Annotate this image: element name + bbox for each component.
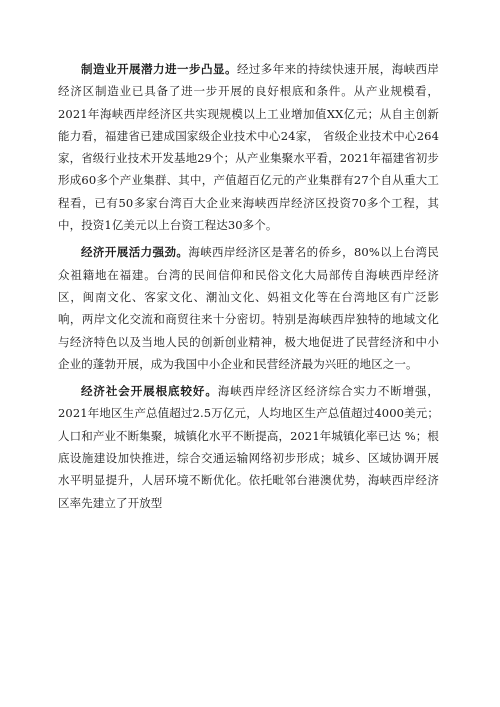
document-page (58, 58, 439, 519)
paragraph-heading: 经济社会开展根底较好。 (81, 384, 218, 399)
paragraph-body: 海峡西岸经济区是著名的侨乡，80%以上台湾民众祖籍地在福建。台湾的民间信仰和民俗文化大局部传自海峡西岸经济区，闽南文化、客家文化、潮汕文化、妈祖文化等在台湾地区有广泛影响，两岸文化交流和商贸往来十分密切。特别是海峡西岸独特的地域文化与经济特色以及当地人民的创新创业精神，极大地促进了民营经济和中小企业的蓬勃开展，成为我国中小企业和民营经济最为兴旺的地区之一。 (58, 245, 439, 371)
paragraph-heading: 经济开展活力强劲。 (81, 245, 189, 260)
paragraph-economic-vitality (58, 241, 439, 375)
paragraph-heading: 制造业开展潜力进一步凸显。 (81, 62, 237, 76)
paragraph-manufacturing (58, 58, 439, 236)
paragraph-body: 海峡西岸经济区经济综合实力不断增强，2021年地区生产总值超过2.5万亿元，人均地区生产总值超过4000美元；人口和产业不断集聚，城镇化水平不断提高，2021年城镇化率已达 %；根底设施建设加快推进，综合交通运输网络初步形成；城乡、区域协调开展水平明显提升，人居环境不断优化。依托毗邻台港澳优势，海峡西岸经济区率先建立了开放型 (58, 384, 439, 510)
paragraph-social-foundation (58, 380, 439, 514)
paragraph-body: 经过多年来的持续快速开展，海峡西岸经济区制造业已具备了进一步开展的良好根底和条件。从产业规模看，2021年海峡西岸经济区共实现规模以上工业增加值XX亿元；从自主创新能力看，福建省已建成国家级企业技术中心24家， 省级企业技术中心264家，省级行业技术开发基地29个；从产业集聚水平看，2021年福建省初步形成60多个产业集群、其中，产值超百亿元的产业集群有27个自从重大工程看，已有50多家台湾百大企业来海峡西岸经济区投资70多个工程，其中，投资1亿美元以上台资工程达30多个。 (58, 62, 439, 233)
